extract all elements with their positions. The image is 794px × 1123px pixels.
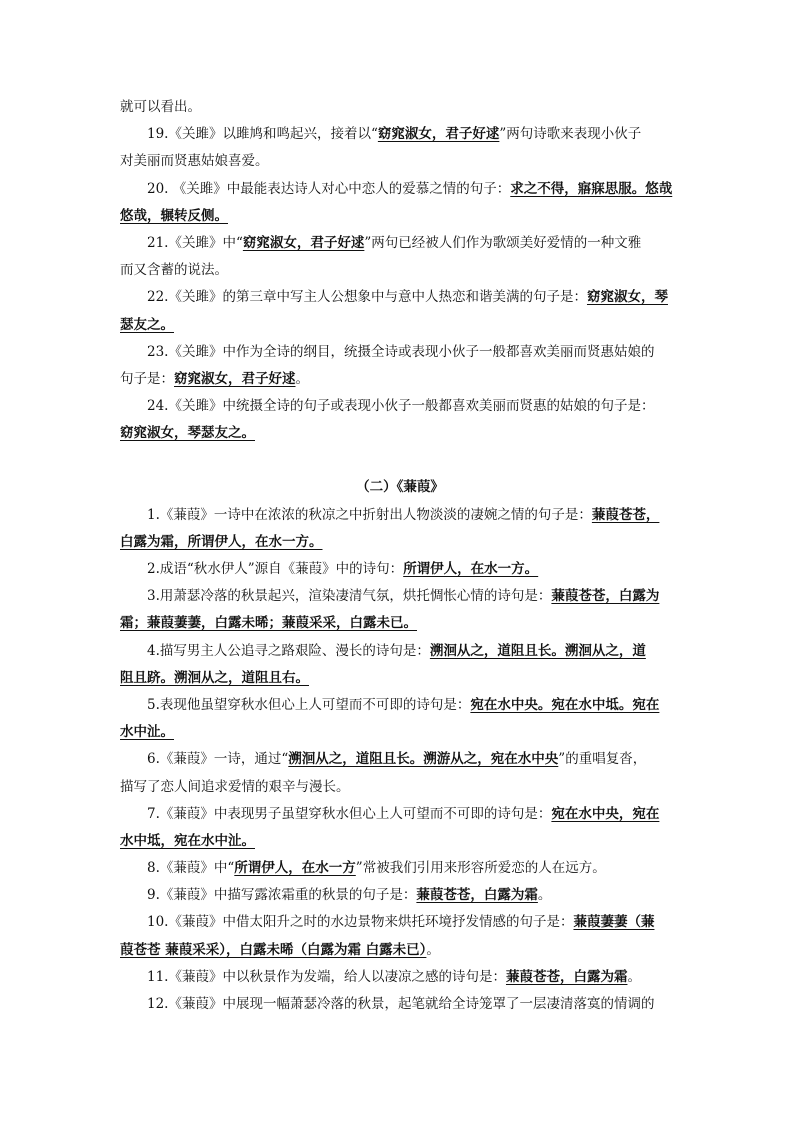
text-line — [120, 801, 680, 828]
text-line — [120, 230, 680, 257]
text-line — [120, 991, 680, 1018]
question-text: ”常被我们引用来形容所爱恋的人在远方。 — [355, 860, 606, 877]
question-text: 9.《蒹葭》中描写露浓霜重的秋景的句子是： — [147, 887, 417, 904]
answer-text: 窈窕淑女，君子好逑 — [174, 370, 296, 387]
question-text: 23.《关雎》中作为全诗的纲目，统摄全诗或表现小伙子一般都喜欢美丽而贤惠姑娘的 — [147, 343, 655, 360]
question-text: 8.《蒹葭》中“ — [147, 860, 235, 877]
answer-text: 窈窕淑女，琴瑟友之。 — [120, 425, 255, 442]
text-line — [120, 855, 680, 882]
answer-text: 蒹葭苍苍，白露为霜 — [505, 968, 628, 985]
section-gap — [120, 447, 680, 474]
answer-text: 蒹葭苍苍，白露为霜 — [416, 887, 538, 904]
question-text: 10.《蒹葭》中借太阳升之时的水边景物来烘托环境抒发情感的句子是： — [147, 914, 574, 931]
question-text: 11.《蒹葭》中以秋景作为发端，给人以凄凉之感的诗句是： — [147, 968, 506, 985]
text-line — [120, 121, 680, 148]
answer-text: 窈窕淑女，君子好逑 — [242, 234, 365, 251]
question-text: 19.《关雎》以雎鸠和鸣起兴，接着以“ — [147, 126, 378, 143]
text-line — [120, 257, 680, 284]
question-text: 1.《蒹葭》一诗中在浓浓的秋凉之中折射出人物淡淡的凄婉之情的句子是： — [147, 506, 592, 523]
text-line — [120, 284, 680, 311]
text-line — [120, 366, 680, 393]
question-text: 2.成语“秋水伊人”源自《蒹葭》中的诗句： — [147, 561, 404, 577]
text-line — [120, 937, 680, 964]
answer-text: 窈窕淑女，君子好逑 — [377, 126, 500, 143]
question-text: ”两句已经被人们作为歌颂美好爱情的一种文雅 — [364, 234, 642, 251]
answer-text: 蒹葭萋萋（蒹 — [573, 914, 655, 931]
question-text: 24.《关雎》中统摄全诗的句子或表现小伙子一般都喜欢美丽而贤惠的姑娘的句子是： — [147, 398, 655, 415]
answer-text: 窈窕淑女，琴 — [586, 289, 668, 306]
question-text: 而又含蓄的说法。 — [120, 262, 228, 279]
text-line — [120, 176, 680, 203]
text-line — [120, 529, 680, 556]
text-line — [120, 774, 680, 801]
text-line — [120, 203, 680, 230]
question-text: 5.表现他虽望穿秋水但心上人可望而不可即的诗句是： — [147, 696, 471, 713]
answer-text: 霜；蒹葭萋萋，白露未晞；蒹葭采采，白露未已。 — [120, 615, 417, 632]
text-line — [120, 420, 680, 447]
answer-text: 瑟友之。 — [120, 316, 174, 333]
answer-text: 溯洄从之，道阻且长。溯游从之，宛在水中央 — [288, 751, 559, 768]
question-text: 3.用萧瑟冷落的秋景起兴，渲染凄清气氛，烘托惆怅心情的诗句是： — [147, 588, 552, 605]
text-line — [120, 556, 680, 583]
question-text: 6.《蒹葭》一诗，通过“ — [147, 751, 289, 768]
text-line — [120, 312, 680, 339]
text-line — [120, 692, 680, 719]
question-text: 4.描写男主人公追寻之路艰险、漫长的诗句是： — [147, 642, 430, 659]
question-text: ”的重唱复沓， — [558, 751, 647, 768]
question-text: 描写了恋人间追求爱情的艰辛与漫长。 — [120, 778, 350, 795]
answer-text: 水中坻，宛在水中沚。 — [120, 832, 255, 849]
question-text: 20. 《关雎》中最能表达诗人对心中恋人的爱慕之情的句子： — [147, 180, 511, 197]
question-text: 就可以看出。 — [120, 99, 201, 115]
question-text: 对美丽而贤惠姑娘喜爱。 — [120, 153, 269, 170]
question-text: 12.《蒹葭》中展现一幅萧瑟冷落的秋景，起笔就给全诗笼罩了一层凄清落寞的情调的 — [147, 996, 655, 1012]
text-line — [120, 665, 680, 692]
answer-text: 悠哉，辗转反侧。 — [120, 207, 228, 224]
text-line — [120, 638, 680, 665]
text-line — [120, 828, 680, 855]
answer-text: 葭苍苍 蒹葭采采），白露未晞（白露为霜 白露未已） — [120, 941, 427, 958]
answer-text: 蒹葭苍苍，白露为 — [551, 588, 660, 605]
text-line — [120, 148, 680, 175]
text-line — [120, 882, 680, 909]
answer-text: 宛在水中央。宛在水中坻。宛在 — [470, 696, 660, 713]
text-line — [120, 339, 680, 366]
answer-text: 阻且跻。溯洄从之，道阻且右。 — [120, 669, 309, 686]
question-text: 句子是： — [120, 370, 174, 387]
section-heading — [120, 474, 680, 501]
answer-text: 宛在水中央，宛在 — [551, 805, 660, 822]
question-text: ”两句诗歌来表现小伙子 — [499, 126, 642, 143]
answer-text: 白露为霜，所谓伊人，在水一方。 — [120, 533, 323, 550]
question-text: （二）《蒹葭》 — [356, 479, 444, 496]
answer-text: 水中沚。 — [120, 724, 174, 741]
text-line — [120, 583, 680, 610]
text-line — [120, 964, 680, 991]
answer-text: 溯洄从之，道阻且长。溯洄从之，道 — [429, 642, 646, 659]
question-text: 。 — [537, 887, 552, 904]
answer-text: 所谓伊人，在水一方。 — [403, 561, 539, 577]
answer-text: 蒹葭苍苍， — [591, 506, 660, 523]
document-body — [120, 94, 680, 1018]
question-text: 7.《蒹葭》中表现男子虽望穿秋水但心上人可望而不可即的诗句是： — [147, 805, 552, 822]
question-text: 22.《关雎》的第三章中写主人公想象中与意中人热恋和谐美满的句子是： — [147, 289, 587, 306]
text-line — [120, 502, 680, 529]
question-text: 。 — [426, 941, 440, 958]
text-line — [120, 393, 680, 420]
text-line — [120, 909, 680, 936]
answer-text: 求之不得，寤寐思服。悠哉 — [510, 180, 673, 197]
question-text: 21.《关雎》中“ — [147, 234, 243, 251]
question-text: 。 — [627, 968, 641, 985]
question-text: 。 — [295, 370, 309, 387]
text-line — [120, 719, 680, 746]
text-line — [120, 746, 680, 773]
text-line — [120, 94, 680, 121]
answer-text: 所谓伊人，在水一方 — [234, 860, 356, 877]
text-line — [120, 610, 680, 637]
